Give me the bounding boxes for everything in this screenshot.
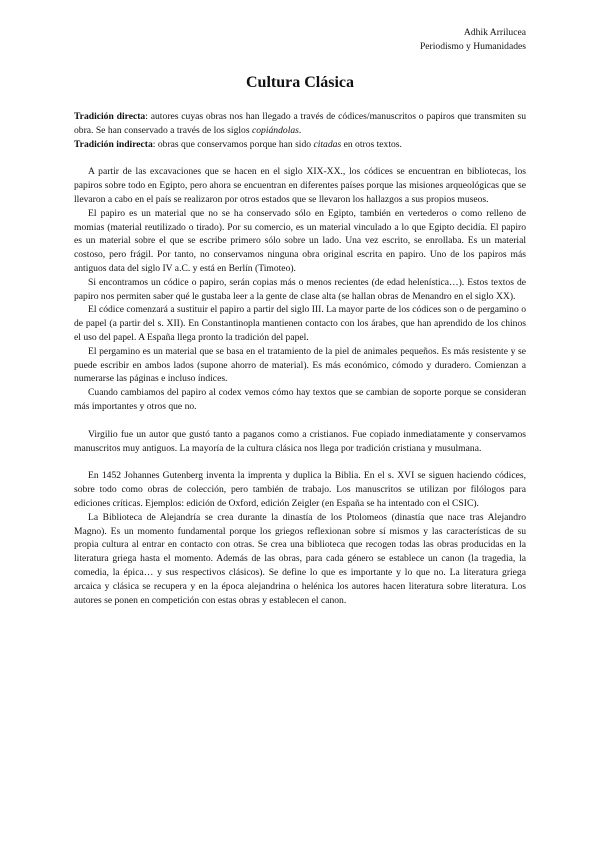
- paragraph-codice: El códice comenzará a sustituir el papiro a partir del siglo III. La mayor parte de los códices son o de pergamino o de papel (a partir del s. XII). En Constantinopla mantienen contacto con los árabes, que han aprendido de los chinos el uso del papel. A España llega pronto la tradición del papel.: [74, 304, 526, 343]
- paragraph-biblioteca-alejandria: La Biblioteca de Alejandría se crea durante la dinastía de los Ptolomeos (dinastía que nace tras Alejandro Magno). Es un momento fundamental porque los griegos reflexionan sobre sí mismos y las características de su propia cultura al entrar en contacto con otras. Se crea una biblioteca que recogen todas las obras producidas en la literatura griega hasta el momento. Además de las obras, para cada género se establece un canon (la tragedia, la comedia, la épica… y sus respectivos clásicos). Se define lo que es importante y lo que no. La literatura griega arcaica y clásica se recupera y en la época alejandrina o helénica los autores hacen literatura sobre literatura. Los autores se ponen en competición con estas obras y establecen el canon.: [74, 511, 526, 606]
- author-subject: Periodismo y Humanidades: [419, 40, 526, 52]
- spacer: [74, 414, 526, 428]
- definition-indirect-term: Tradición indirecta: [74, 138, 153, 150]
- paragraph-virgilio: Virgilio fue un autor que gustó tanto a paganos como a cristianos. Fue copiado inmediatamente y conservamos manuscritos muy antiguos. La mayoría de la cultura clásica nos llega por tradición cristiana y musulmana.: [74, 428, 526, 454]
- definition-direct: [74, 110, 526, 138]
- definition-indirect-end: en otros textos.: [341, 138, 402, 150]
- definition-direct-term: Tradición directa: [74, 111, 146, 122]
- page-title: Cultura Clásica: [246, 74, 354, 91]
- document-body: [74, 110, 526, 607]
- author-header: [420, 26, 526, 54]
- paragraph-papiro: El papiro es un material que no se ha conservado sólo en Egipto, también en vertederos o como relleno de momias (material reutilizado o tirado). Por su comercio, es un material vinculado a lo que Egipto decidía. El papiro es un material sobre el que se escribe primero sólo sobre un lado. Una vez escrito, se enrollaba. Es un material costoso, pero frágil. Por tanto, no conservamos ninguna obra original escrita en papiro. Uno de los papiros más antiguos data del siglo IV a.C. y está en Berlín (Timoteo).: [74, 207, 526, 274]
- paragraph-imprenta: En 1452 Johannes Gutenberg inventa la imprenta y duplica la Biblia. En el s. XVI se siguen haciendo códices, sobre todo como obras de colección, pero también de trabajo. Los manuscritos se utilizan por filólogos para ediciones críticas. Ejemplos: edición de Oxford, edición Zeigler (en España se ha intentado con el CSIC).: [74, 470, 526, 509]
- spacer: [74, 455, 526, 469]
- definition-direct-end: .: [298, 124, 302, 136]
- definition-direct-text: : autores cuyas obras nos han llegado a través de códices/manuscritos o papiros que transmiten su obra. Se han conservado a través de los siglos: [74, 111, 526, 136]
- definition-indirect: [74, 138, 526, 152]
- spacer: [74, 151, 526, 165]
- definition-indirect-text: : obras que conservamos porque han sido: [152, 138, 314, 150]
- paragraph-cambio-soporte: Cuando cambiamos del papiro al codex vemos cómo hay textos que se cambian de soporte porque se consideran más importantes y otros que no.: [74, 387, 526, 412]
- definition-direct-italic: copiándolas: [251, 124, 299, 136]
- paragraph-pergamino: El pergamino es un material que se basa en el tratamiento de la piel de animales pequeños. Es más resistente y se puede escribir en ambos lados (supone ahorro de material). Es más económico, cómodo y duradero. Comienzan a numerarse las páginas e incluso índices.: [74, 345, 526, 385]
- paragraph-excavaciones: A partir de las excavaciones que se hacen en el siglo XIX-XX., los códices se encuentran en bibliotecas, los papiros sobre todo en Egipto, pero ahora se encuentran en diferentes países porque las misiones arqueológicas que se llevaron a cabo en el país se realizaron por otros estados que se llevaron los hallazgos a sus propios museos.: [74, 166, 526, 205]
- author-name: Adhik Arrilucea: [463, 27, 526, 38]
- paragraph-copias: Si encontramos un códice o papiro, serán copias más o menos recientes (de edad helenística…). Estos textos de papiro nos permiten saber qué le gustaba leer a la gente de clase alta (se hallan obras de Menandro en el siglo XX).: [74, 276, 526, 302]
- definition-indirect-italic: citadas: [313, 138, 342, 150]
